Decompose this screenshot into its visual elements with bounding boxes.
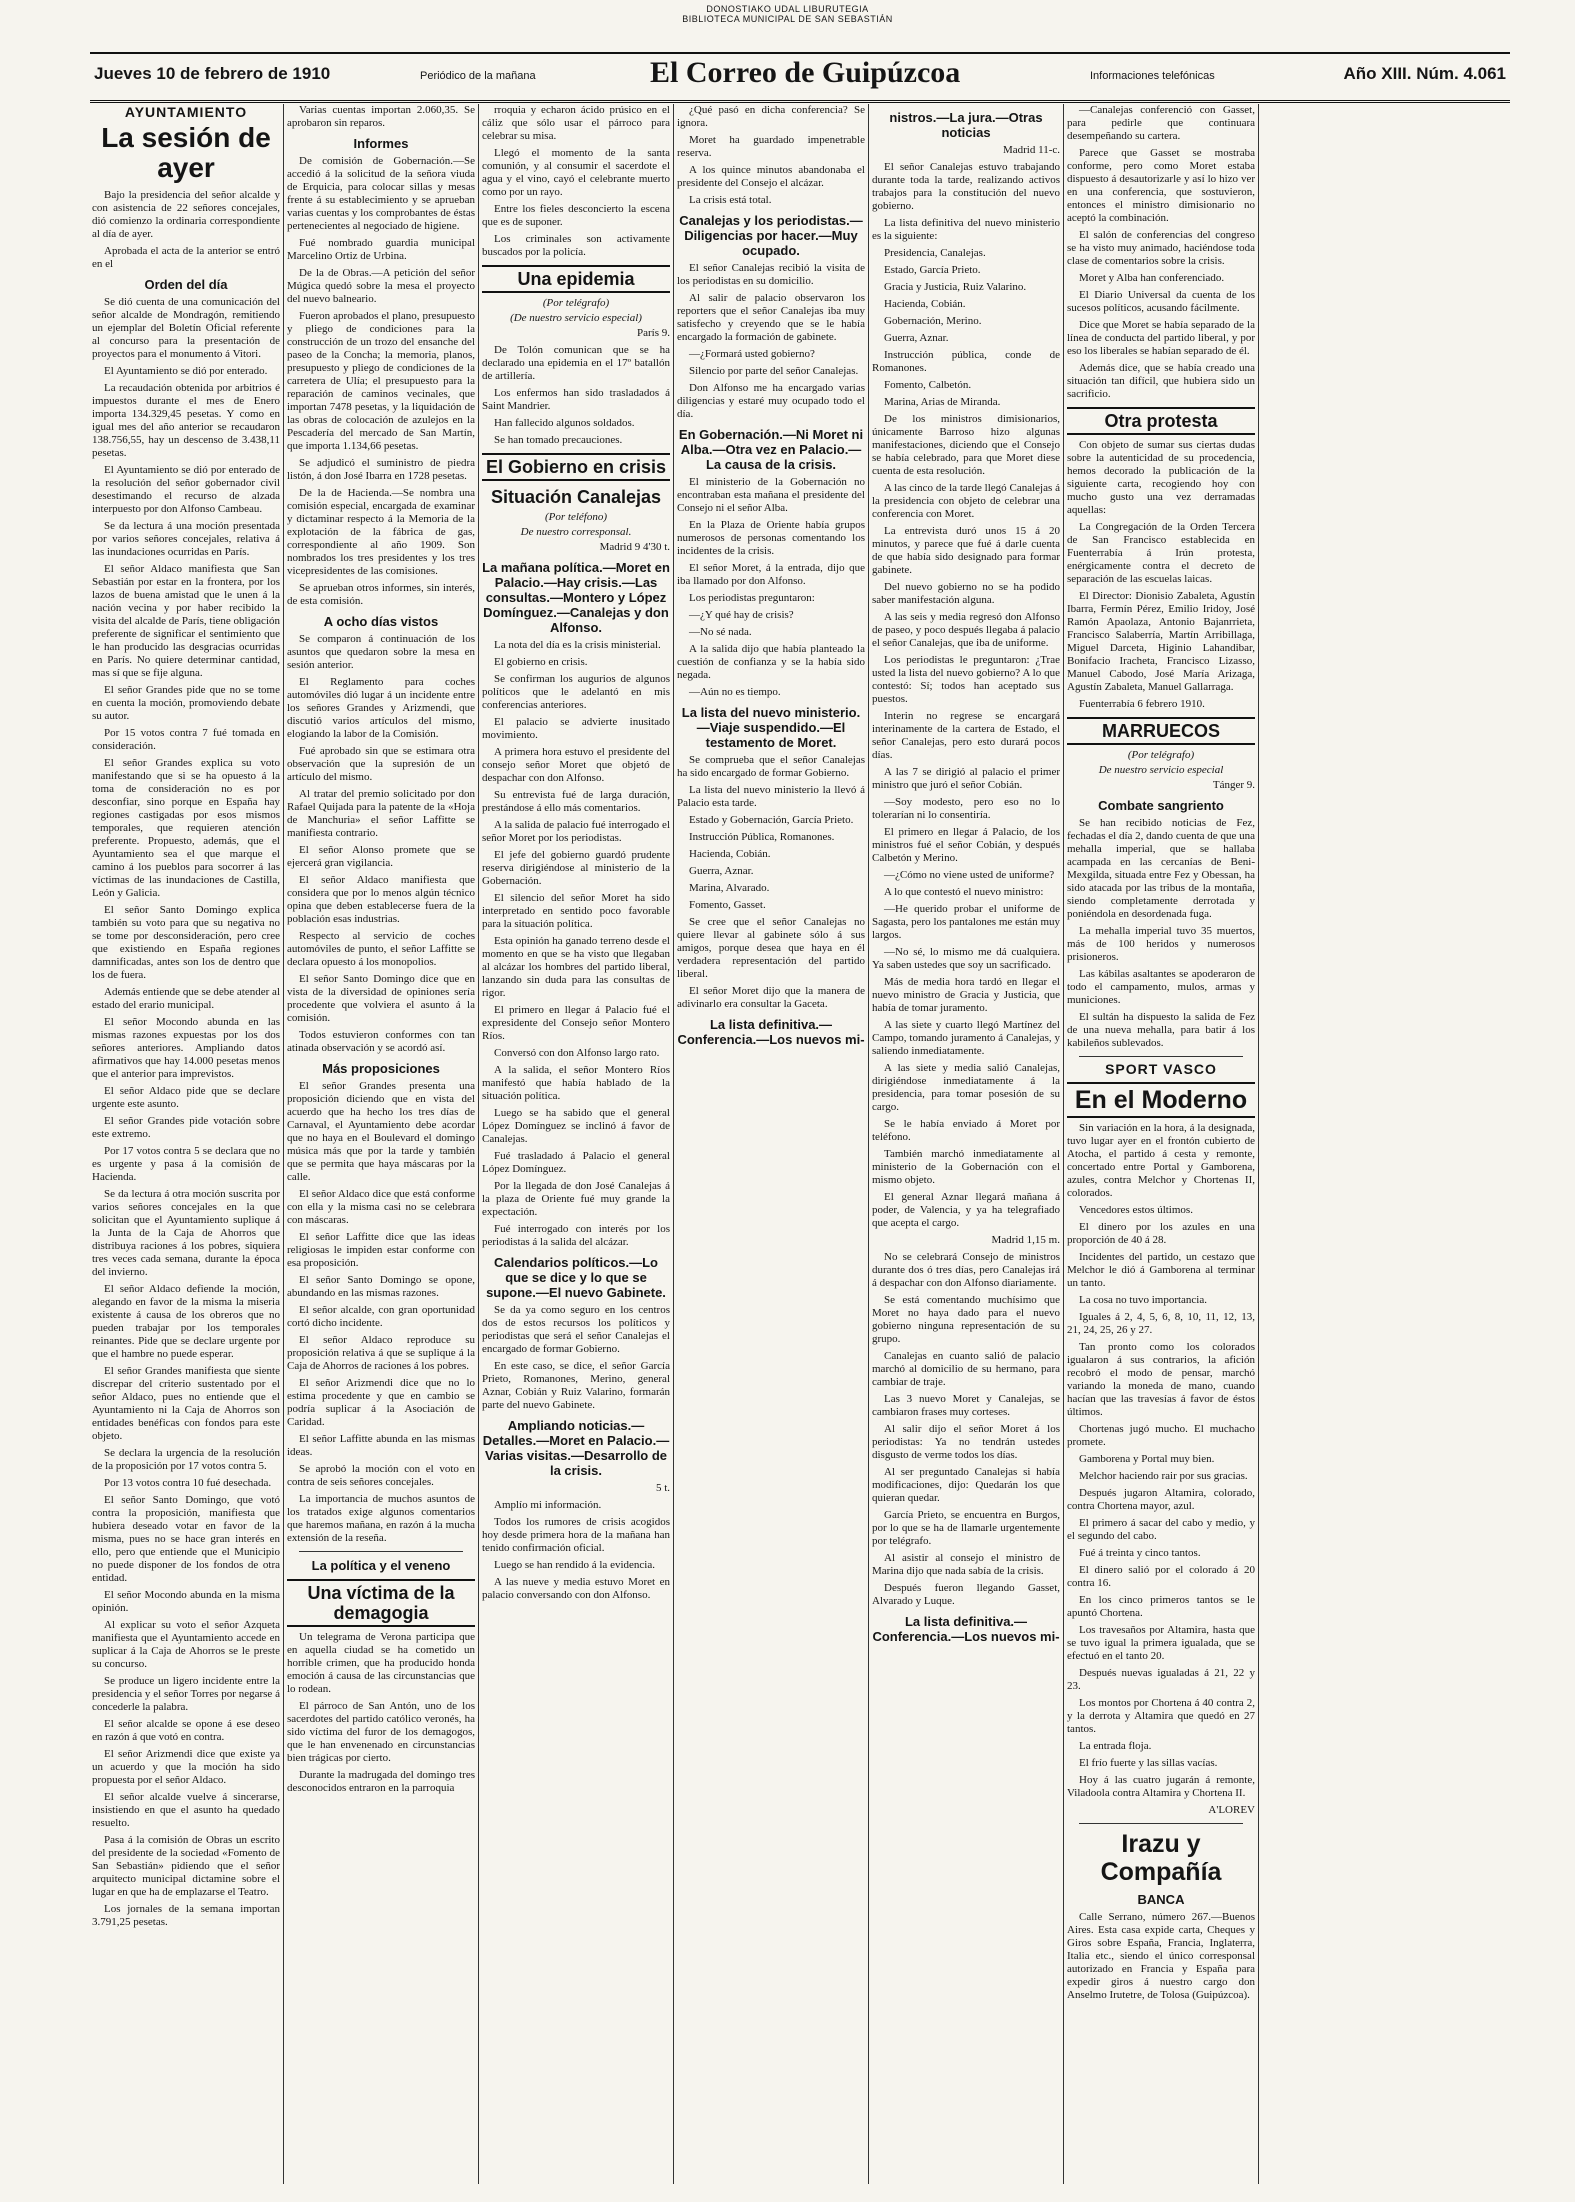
divider xyxy=(1079,1056,1243,1057)
paragraph: Se está comentando muchísimo que Moret no haya dado para el nuevo gobierno ninguna representación de su grupo. xyxy=(872,1294,1060,1345)
paragraph: Más de media hora tardó en llegar el nuevo ministro de Gracia y Justicia, que había de tomar juramento. xyxy=(872,976,1060,1014)
archive-stamp-line1: DONOSTIAKO UDAL LIBURUTEGIA xyxy=(706,4,869,14)
paragraph: El gobierno en crisis. xyxy=(494,656,588,668)
dateline: París 9. xyxy=(637,327,670,339)
paragraph: Fomento, Calbetón. xyxy=(884,379,972,391)
headline: Situación Canalejas xyxy=(490,487,662,507)
paragraph: La lista del nuevo ministerio la llevó á Palacio esta tarde. xyxy=(677,784,865,809)
paragraph: El señor Moret, á la entrada, dijo que iba llamado por don Alfonso. xyxy=(677,562,865,587)
dateline: Madrid 11-c. xyxy=(1002,144,1060,156)
paragraph: ¿Qué pasó en dicha conferencia? Se ignora. xyxy=(677,104,865,129)
paragraph: Además dice, que se había creado una situación tan difícil, que hubiera sido un sacrificio. xyxy=(1067,362,1255,400)
paragraph: Los enfermos han sido trasladados á Saint Mandrier. xyxy=(482,387,670,412)
paragraph: Respecto al servicio de coches automóviles de punto, el señor Laffitte se declara opuesto á los monopolios. xyxy=(287,930,475,968)
paragraph: En los cinco primeros tantos se le apuntó Chortena. xyxy=(1067,1594,1255,1619)
paragraph: —Canalejas conferenció con Gasset, para pedirle que continuara desempeñando su cartera. xyxy=(1067,104,1255,142)
paragraph: Fué nombrado guardia municipal Marcelino Ortiz de Urbina. xyxy=(287,237,475,262)
paragraph: Marina, Alvarado. xyxy=(689,882,770,894)
paragraph: Fomento, Gasset. xyxy=(689,899,766,911)
paragraph: Iguales á 2, 4, 5, 6, 8, 10, 11, 12, 13, 21, 24, 25, 26 y 27. xyxy=(1067,1311,1255,1336)
paragraph: Bajo la presidencia del señor alcalde y con asistencia de 22 señores concejales, dió comienzo la ordinaria correspondiente al día de ayer. xyxy=(92,189,280,240)
archive-stamp-line2: BIBLIOTECA MUNICIPAL DE SAN SEBASTIÁN xyxy=(682,14,893,24)
subheading: La lista del nuevo ministerio.—Viaje suspendido.—El testamento de Moret. xyxy=(681,705,861,750)
paragraph: Todos los rumores de crisis acogidos hoy desde primera hora de la mañana han tenido confirmación oficial. xyxy=(482,1516,670,1554)
paragraph: Se le había enviado á Moret por teléfono. xyxy=(872,1118,1060,1143)
paragraph: El señor alcalde se opone á ese deseo en razón á que votó en contra. xyxy=(92,1718,280,1743)
paragraph: Fué aprobado sin que se estimara otra observación que la supresión de un artículo del mismo. xyxy=(287,745,475,783)
paragraph: De los ministros dimisionarios, únicamente Barroso hizo algunas manifestaciones, diciendo que el Consejo se había celebrado, para que Moret diese cuenta de esta resolución. xyxy=(872,413,1060,477)
paragraph: Dice que Moret se había separado de la línea de conducta del partido liberal, y por eso los liberales se habían separado de él. xyxy=(1067,319,1255,357)
paragraph: Estado y Gobernación, García Prieto. xyxy=(689,814,854,826)
paragraph: El señor Canalejas estuvo trabajando durante toda la tarde, realizando activos trabajos para la constitución del nuevo gobierno. xyxy=(872,161,1060,212)
paragraph: La crisis está total. xyxy=(689,194,772,206)
paragraph: Se aprobó la moción con el voto en contra de seis señores concejales. xyxy=(287,1463,475,1488)
paragraph: Del nuevo gobierno no se ha podido saber manifestación alguna. xyxy=(872,581,1060,606)
paragraph: El señor Aldaco manifiesta que San Sebastián por estar en la frontera, por los lazos de buena amistad que le unen á la nación vecina y por haber recibido la visita del alcalde de París, tiene obligación preferente de significar el sentimiento que le han producido las desgracias ocurridas en París. No quiere determinar cantidad, mas sí que se fije alguna. xyxy=(92,563,280,679)
paragraph: El señor Grandes pide que no se tome en cuenta la moción, promoviendo debate su autor. xyxy=(92,684,280,722)
paragraph: —He querido probar el uniforme de Sagasta, pero los pantalones me están muy largos. xyxy=(872,903,1060,941)
paragraph: García Prieto, se encuentra en Burgos, por lo que se ha de llamarle urgentemente por telégrafo. xyxy=(872,1509,1060,1547)
column-rule xyxy=(868,104,869,2184)
paragraph: A las cinco de la tarde llegó Canalejas á la presidencia con objeto de celebrar una conferencia con Moret. xyxy=(872,482,1060,520)
paragraph: Se da ya como seguro en los centros dos de estos recursos los políticos y periodistas que será el señor Canalejas el encargado de formar Gobierno. xyxy=(482,1304,670,1355)
paragraph: El primero en llegar á Palacio, de los ministros fué el señor Cobián, y después Calbetón y Merino. xyxy=(872,826,1060,864)
section-title: La política y el veneno xyxy=(311,1558,451,1573)
paragraph: Gracia y Justicia, Ruiz Valarino. xyxy=(884,281,1027,293)
paragraph: A la salida dijo que había planteado la cuestión de confianza y se la había sido negada. xyxy=(677,643,865,681)
paragraph: El primero en llegar á Palacio fué el expresidente del Consejo señor Montero Ríos. xyxy=(482,1004,670,1042)
signature: A'LOREV xyxy=(1208,1804,1255,1816)
masthead-title: El Correo de Guipúzcoa xyxy=(650,56,961,89)
paragraph: Al salir de palacio observaron los reporters que el señor Canalejas iba muy satisfecho y creyendo que se le había encargado la formación de gabinete. xyxy=(677,292,865,343)
masthead-info: Informaciones telefónicas xyxy=(1090,70,1215,82)
masthead-issue-number: Año XIII. Núm. 4.061 xyxy=(1343,64,1506,83)
paragraph: Después fueron llegando Gasset, Alvarado y Luque. xyxy=(872,1582,1060,1607)
paragraph: Gamborena y Portal muy bien. xyxy=(1079,1453,1215,1465)
subtitle: De nuestro servicio especial xyxy=(1098,764,1224,776)
paragraph: Fué á treinta y cinco tantos. xyxy=(1079,1547,1201,1559)
headline: Otra protesta xyxy=(1067,407,1255,435)
paragraph: La recaudación obtenida por arbitrios é impuestos durante el mes de Enero importa 134.329,45 pesetas. Y como en igual mes del año anterior se recaudaron 138.756,55, hay un descenso de 3.438,11 pesetas. xyxy=(92,382,280,459)
paragraph: El señor Alonso promete que se ejercerá gran vigilancia. xyxy=(287,844,475,869)
subheading: nistros.—La jura.—Otras noticias xyxy=(889,110,1043,140)
dateline: Tánger 9. xyxy=(1212,779,1255,791)
paragraph: El señor Laffitte dice que las ideas religiosas le impiden estar conforme con esa proposición. xyxy=(287,1231,475,1269)
column-rule xyxy=(283,104,284,2184)
headline: Una víctima de la demagogia xyxy=(287,1579,475,1627)
paragraph: rroquia y echaron ácido prúsico en el cáliz que sólo usar el párroco para celebrar su misa. xyxy=(482,104,670,142)
paragraph: —Aún no es tiempo. xyxy=(689,686,781,698)
paragraph: Se produce un ligero incidente entre la presidencia y el señor Torres por negarse á concederle la palabra. xyxy=(92,1675,280,1713)
paragraph: El dinero por los azules en una proporción de 40 á 28. xyxy=(1067,1221,1255,1246)
paragraph: Se comparon á continuación de los asuntos que quedaron sobre la mesa en sesión anterior. xyxy=(287,633,475,671)
paragraph: El señor Aldaco reproduce su proposición relativa á que se suplique á la Caja de Ahorros de raciones á los pobres. xyxy=(287,1334,475,1372)
subtitle: (Por telégrafo) xyxy=(1127,749,1195,761)
paragraph: El Ayuntamiento se dió por enterado. xyxy=(104,365,268,377)
paragraph: Los jornales de la semana importan 3.791,25 pesetas. xyxy=(92,1903,280,1928)
subheading: Informes xyxy=(353,136,409,151)
divider xyxy=(1079,1823,1243,1824)
paragraph: El ministerio de la Gobernación no encontraban esta mañana el presidente del Consejo ni el señor Alba. xyxy=(677,476,865,514)
masthead-date: Jueves 10 de febrero de 1910 xyxy=(94,64,331,83)
paragraph: Se dió cuenta de una comunicación del señor alcalde de Mondragón, remitiendo un ejemplar del Boletín Oficial referente al concurso para la presentación de proyectos para el monumento á Vitori. xyxy=(92,296,280,360)
column-2 xyxy=(287,104,475,2184)
paragraph: Además entiende que se debe atender al estado del erario municipal. xyxy=(92,986,280,1011)
paragraph: Se aprueban otros informes, sin interés, de esta comisión. xyxy=(287,582,475,607)
paragraph: El sultán ha dispuesto la salida de Fez de una nueva mehalla, para batir á los kabileños sublevados. xyxy=(1067,1011,1255,1049)
paragraph: El dinero salió por el colorado á 20 contra 16. xyxy=(1067,1564,1255,1589)
paragraph: Incidentes del partido, un cestazo que Melchor le dió á Gamborena al terminar un tanto. xyxy=(1067,1251,1255,1289)
paragraph: A la salida, el señor Montero Ríos manifestó que había hablado de la situación política. xyxy=(482,1064,670,1102)
headline: MARRUECOS xyxy=(1067,717,1255,745)
paragraph: Las 3 nuevo Moret y Canalejas, se cambiaron frases muy corteses. xyxy=(872,1393,1060,1418)
paragraph: Los periodistas le preguntaron: ¿Trae usted la lista del nuevo gobierno? A lo que contestó: Sí; todos han aceptado sus puestos. xyxy=(872,654,1060,705)
paragraph: Hacienda, Cobián. xyxy=(884,298,966,310)
paragraph: La entrevista duró unos 15 á 20 minutos, y parece que fué á darle cuenta de que había sido designado para formar gabinete. xyxy=(872,525,1060,576)
column-3 xyxy=(482,104,670,2184)
paragraph: El señor Grandes presenta una proposición diciendo que en vista del acuerdo que ha hecho los tres días de Carnaval, el Ayuntamiento debe acordar que no haya en el Boulevard el domingo música más que por la tarde y también que se permita que haya máscaras por la calle. xyxy=(287,1080,475,1183)
paragraph: La mehalla imperial tuvo 35 muertos, más de 100 heridos y numerosos prisioneros. xyxy=(1067,925,1255,963)
dateline: 5 t. xyxy=(655,1482,670,1494)
subheading: La mañana política.—Moret en Palacio.—Hay crisis.—Las consultas.—Montero y López Domínguez.—Canalejas y don Alfonso. xyxy=(482,560,670,635)
paragraph: Se confirman los augurios de algunos políticos que le adelantó en mis conferencias anteriores. xyxy=(482,673,670,711)
paragraph: A los quince minutos abandonaba el presidente del Consejo el alcázar. xyxy=(677,164,865,189)
paragraph: Luego se ha sabido que el general López Domínguez se inclinó á favor de Canalejas. xyxy=(482,1107,670,1145)
archive-stamp xyxy=(0,4,1575,24)
paragraph: Por 15 votos contra 7 fué tomada en consideración. xyxy=(92,727,280,752)
paragraph: El señor Arizmendi dice que existe ya un acuerdo y que la moción ha sido propuesta por el señor Aldaco. xyxy=(92,1748,280,1786)
paragraph: Conversó con don Alfonso largo rato. xyxy=(494,1047,660,1059)
paragraph: La entrada floja. xyxy=(1079,1740,1152,1752)
paragraph: El jefe del gobierno guardó prudente reserva dirigiéndose al ministerio de la Gobernación. xyxy=(482,849,670,887)
paragraph: De comisión de Gobernación.—Se accedió á la solicitud de la señora viuda de Erquicia, para colocar sillas y mesas frente á su establecimiento y se aprueban varias cuentas y los comprobantes de éstas pertenecientes al negociado de higiene. xyxy=(287,155,475,232)
subtitle: De nuestro corresponsal. xyxy=(520,526,632,538)
paragraph: Se han recibido noticias de Fez, fechadas el día 2, dando cuenta de que una mehalla imperial, que se hallaba acampada en las cercanías de Beni-Mexgilda, situada entre Fez y Obessan, ha sido atacada por las tribus de la montaña, siendo completamente derrotada y poniéndola en desordenada fuga. xyxy=(1067,817,1255,920)
paragraph: El señor alcalde vuelve á sincerarse, insistiendo en que el asunto ha quedado resuelto. xyxy=(92,1791,280,1829)
column-rule xyxy=(673,104,674,2184)
paragraph: En la Plaza de Oriente había grupos numerosos de personas comentando los incidentes de la crisis. xyxy=(677,519,865,557)
paragraph: El señor Aldaco dice que está conforme con ella y la misma casi no se celebrara con máscaras. xyxy=(287,1188,475,1226)
advertisement-subtitle: BANCA xyxy=(1137,1892,1185,1907)
paragraph: El señor Moret dijo que la manera de adivinarlo era consultar la Gaceta. xyxy=(677,985,865,1010)
paragraph: El señor Grandes explica su voto manifestando que si se ha opuesto á la toma de consideración no es por desconfiar, sino porque en España hay regiones castigadas por esos mismos temporales, que requieren atención preferente. Propuesto, además, que el Ayuntamiento sea el que marque el camino á los pueblos para socorrer á las víctimas de las inundaciones de Castilla, León y Galicia. xyxy=(92,757,280,899)
section-title: SPORT VASCO xyxy=(1105,1061,1217,1077)
advertisement-text: Calle Serrano, número 267.—Buenos Aires. Esta casa expide carta, Cheques y Giros sobre España, Francia, Inglaterra, Italia etc., siendo el único corresponsal autorizado en Francia y España para expedir giros á nuestro cargo don Anselmo Irutetre, de Tolosa (Guipúzcoa). xyxy=(1067,1911,1255,2001)
subtitle: (Por teléfono) xyxy=(544,511,607,523)
paragraph: Los criminales son activamente buscados por la policía. xyxy=(482,233,670,258)
paragraph: Por 17 votos contra 5 se declara que no es urgente y pasa á la comisión de Hacienda. xyxy=(92,1145,280,1183)
paragraph: Instrucción Pública, Romanones. xyxy=(689,831,835,843)
paragraph: A la salida de palacio fué interrogado el señor Moret por los periodistas. xyxy=(482,819,670,844)
paragraph: El Diario Universal da cuenta de los sucesos políticos, acusando fácilmente. xyxy=(1067,289,1255,314)
paragraph: Luego se han rendido á la evidencia. xyxy=(494,1559,655,1571)
paragraph: También marchó inmediatamente al ministerio de la Gobernación con el mismo objeto. xyxy=(872,1148,1060,1186)
paragraph: Todos estuvieron conformes con tan atinada observación y se acordó así. xyxy=(287,1029,475,1054)
paragraph: En este caso, se dice, el señor García Prieto, Romanones, Merino, general Aznar, Cobián y Ruiz Valarino, formarán parte del nuevo Gabinete. xyxy=(482,1360,670,1411)
paragraph: Al tratar del premio solicitado por don Rafael Quijada para la patente de la «Hoja de Manchuria» el señor Laffitte se manifiesta contrario. xyxy=(287,788,475,839)
paragraph: Se comprueba que el señor Canalejas ha sido encargado de formar Gobierno. xyxy=(677,754,865,779)
paragraph: Al salir dijo el señor Moret á los periodistas: Ya no tendrán ustedes disgusto de verme todos los días. xyxy=(872,1423,1060,1461)
subheading: La lista definitiva.—Conferencia.—Los nuevos mi- xyxy=(872,1614,1060,1644)
paragraph: —No sé, lo mismo me dá cualquiera. Ya saben ustedes que soy un sacrificado. xyxy=(872,946,1060,971)
paragraph: El señor Aldaco pide que se declare urgente este asunto. xyxy=(92,1085,280,1110)
paragraph: El señor Grandes pide votación sobre este extremo. xyxy=(92,1115,280,1140)
paragraph: El señor Aldaco manifiesta que considera que por lo menos algún técnico opina que deben establecerse fuera de la población esas industrias. xyxy=(287,874,475,925)
paragraph: El señor Mocondo abunda en las mismas razones expuestas por los dos señores anteriores. Ampliando datos afirmativos que hay 14.000 pesetas menos que el anterior para imprevistos. xyxy=(92,1016,280,1080)
paragraph: Fuenterrabía 6 febrero 1910. xyxy=(1079,698,1205,710)
paragraph: El salón de conferencias del congreso se ha visto muy animado, haciéndose toda clase de comentarios sobre la crisis. xyxy=(1067,229,1255,267)
subheading: En Gobernación.—Ni Moret ni Alba.—Otra vez en Palacio.—La causa de la crisis. xyxy=(678,427,864,472)
paragraph: Marina, Arias de Miranda. xyxy=(884,396,1001,408)
paragraph: Canalejas en cuanto salió de palacio marchó al domicilio de su hermano, para cambiar de traje. xyxy=(872,1350,1060,1388)
paragraph: Después jugaron Altamira, colorado, contra Chortena mayor, azul. xyxy=(1067,1487,1255,1512)
paragraph: —Soy modesto, pero eso no lo tolerarían ni lo consentiría. xyxy=(872,796,1060,821)
paragraph: El señor Arizmendi dice que no lo estima procedente y que en cambio se podría suplicar á la Asociación de Caridad. xyxy=(287,1377,475,1428)
paragraph: El señor Aldaco defiende la moción, alegando en favor de la misma la miseria existente á causa de los obreros que no pueden trabajar por los temporales reinantes. Pide que se declare urgente por que el hambre no puede esperar. xyxy=(92,1283,280,1360)
paragraph: Por la llegada de don José Canalejas á la plaza de Oriente fué muy grande la expectación. xyxy=(482,1180,670,1218)
paragraph: A lo que contestó el nuevo ministro: xyxy=(884,886,1044,898)
paragraph: El señor Santo Domingo dice que en vista de la diversidad de opiniones sería procedente que volviera el asunto á la comisión. xyxy=(287,973,475,1024)
paragraph: Con objeto de sumar sus ciertas dudas sobre la autenticidad de su procedencia, hemos decorado la publicación de la siguiente carta, recogiendo hoy con mucho gusto una vez derramadas aquellas: xyxy=(1067,439,1255,516)
section-title: AYUNTAMIENTO xyxy=(124,104,248,120)
paragraph: La Congregación de la Orden Tercera de San Francisco establecida en Fuenterrabía á Irún protesta, enérgicamente contra el decreto de separación de las escuelas laicas. xyxy=(1067,521,1255,585)
paragraph: Al explicar su voto el señor Azqueta manifiesta que el Ayuntamiento accede en suplicar á la Caja de Ahorros se le preste su concurso. xyxy=(92,1619,280,1670)
paragraph: El Reglamento para coches automóviles dió lugar á un incidente entre los señores Grandes y Arizmendi, que discutió varios artículos del mismo, elogiando la labor de la Comisión. xyxy=(287,676,475,740)
subheading: Más proposiciones xyxy=(322,1061,440,1076)
paragraph: El señor Santo Domingo, que votó contra la proposición, manifiesta que hubiera deseado votar en favor de la misma, pues no se hace gran interés en ello, pero que entiende que el Municipio no puede disponer de los fondos de otra entidad. xyxy=(92,1494,280,1584)
subtitle: (Por telégrafo) xyxy=(542,297,610,309)
paragraph: La nota del día es la crisis ministerial. xyxy=(494,639,661,651)
masthead-subtitle: Periódico de la mañana xyxy=(420,70,536,82)
subtitle: (De nuestro servicio especial) xyxy=(510,312,642,324)
paragraph: Esta opinión ha ganado terreno desde el momento en que se ha visto que llegaban al alcázar los hombres del partido liberal, lanzando sin duda para las consultas de rigor. xyxy=(482,935,670,999)
paragraph: Tan pronto como los colorados igualaron á sus contrarios, la afición recobró el modo de pensar, marchó variando la moneda de mano, cuando hacían que las travesías á favor de éstos últimos. xyxy=(1067,1341,1255,1418)
headline: La sesión de ayer xyxy=(101,122,271,183)
paragraph: Varias cuentas importan 2.060,35. Se aprobaron sin reparos. xyxy=(287,104,475,129)
paragraph: Vencedores estos últimos. xyxy=(1079,1204,1193,1216)
paragraph: Se adjudicó el suministro de piedra listón, á don José Ibarra en 1728 pesetas. xyxy=(287,457,475,482)
column-5 xyxy=(872,104,1060,2184)
paragraph: Instrucción pública, conde de Romanones. xyxy=(872,349,1060,374)
paragraph: —¿Formará usted gobierno? xyxy=(689,348,815,360)
paragraph: El señor Santo Domingo se opone, abundando en las mismas razones. xyxy=(287,1274,475,1299)
paragraph: Los travesaños por Altamira, hasta que se tuvo igual la primera igualada, que se efectuó en el tanto 20. xyxy=(1067,1624,1255,1662)
paragraph: Un telegrama de Verona participa que en aquella ciudad se ha cometido un horrible crimen, que ha producido honda emoción á causa de las circunstancias que lo rodean. xyxy=(287,1631,475,1695)
paragraph: A las nueve y media estuvo Moret en palacio conversando con don Alfonso. xyxy=(482,1576,670,1601)
paragraph: El Director: Dionisio Zabaleta, Agustín Ibarra, Fermín Pérez, Emilio Iridoy, José Ramón Apaolaza, Antonio Bajanrrieta, Francisco Salaberría, Martín Arribillaga, Miguel Darceta, Higinio Lahandibar, Bonifacio Iracheta, Francisco Lizasso, Manuel Cabodo, José María Arizaga, Agustín Zabaleta, Manuel Gallarraga. xyxy=(1067,590,1255,693)
subheading: La lista definitiva.—Conferencia.—Los nuevos mi- xyxy=(677,1017,865,1047)
paragraph: Silencio por parte del señor Canalejas. xyxy=(689,365,859,377)
paragraph: Llegó el momento de la santa comunión, y al consumir el sacerdote el agua y el vino, cayó el celebrante muerto como por un rayo. xyxy=(482,147,670,198)
paragraph: Aprobada el acta de la anterior se entró en el xyxy=(92,245,280,270)
paragraph: Guerra, Aznar. xyxy=(689,865,754,877)
paragraph: Moret ha guardado impenetrable reserva. xyxy=(677,134,865,159)
paragraph: Su entrevista fué de larga duración, prestándose á ello más comentarios. xyxy=(482,789,670,814)
paragraph: A primera hora estuvo el presidente del consejo señor Moret que objetó de despachar con don Alfonso. xyxy=(482,746,670,784)
advertisement-title: Irazu y Compañía xyxy=(1100,1830,1222,1886)
paragraph: Fué trasladado á Palacio el general López Domínguez. xyxy=(482,1150,670,1175)
paragraph: El señor Laffitte abunda en las mismas ideas. xyxy=(287,1433,475,1458)
paragraph: A las 7 se dirigió al palacio el primer ministro que juró el señor Cobián. xyxy=(872,766,1060,791)
column-rule xyxy=(478,104,479,2184)
paragraph: Han fallecido algunos soldados. xyxy=(494,417,635,429)
subheading: Combate sangriento xyxy=(1098,798,1224,813)
paragraph: Al asistir al consejo el ministro de Marina dijo que nada sabía de la crisis. xyxy=(872,1552,1060,1577)
paragraph: Interin no regrese se encargará interinamente de la cartera de Estado, el señor Canalejas, pero esto durará pocos días. xyxy=(872,710,1060,761)
paragraph: La importancia de muchos asuntos de los tratados exige algunos comentarios que haremos mañana, en razón á la mucha extensión de la reseña. xyxy=(287,1493,475,1544)
subheading: Calendarios políticos.—Lo que se dice y lo que se supone.—El nuevo Gabinete. xyxy=(486,1255,666,1300)
paragraph: Los montos por Chortena á 40 contra 2, y la derrota y Altamira que quedó en 27 tantos. xyxy=(1067,1697,1255,1735)
paragraph: Presidencia, Canalejas. xyxy=(884,247,986,259)
paragraph: Se cree que el señor Canalejas no quiere llevar al gabinete sólo á sus amigos, porque desea que haya en él verdadera representación del partido liberal. xyxy=(677,916,865,980)
column-4 xyxy=(677,104,865,2184)
paragraph: Estado, García Prieto. xyxy=(884,264,981,276)
paragraph: Fueron aprobados el plano, presupuesto y pliego de condiciones para la construcción de un trozo del ensanche del paseo de la Concha; la memoria, planos, presupuesto y pliego de condiciones de la carretera de Ulía; el presupuesto para la reparación de caminos vecinales, que importan 7478 pesetas, y la liquidación de las obras de colocación de azulejos en la Pescadería del mercado de San Martín, que importa 1.134,66 pesetas. xyxy=(287,310,475,452)
paragraph: Guerra, Aznar. xyxy=(884,332,949,344)
column-rule xyxy=(1063,104,1064,2184)
paragraph: A las seis y media regresó don Alfonso de paseo, y poco después llegaba á palacio el señor Canalejas, que iba de uniforme. xyxy=(872,611,1060,649)
paragraph: El primero á sacar del cabo y medio, y el segundo del cabo. xyxy=(1067,1517,1255,1542)
paragraph: El palacio se advierte inusitado movimiento. xyxy=(482,716,670,741)
paragraph: Don Alfonso me ha encargado varias diligencias y estaré muy ocupado todo el día. xyxy=(677,382,865,420)
paragraph: El silencio del señor Moret ha sido interpretado en sentido poco favorable para la situación política. xyxy=(482,892,670,930)
subheading: A ocho días vistos xyxy=(323,614,439,629)
paragraph: El señor Canalejas recibió la visita de los periodistas en su domicilio. xyxy=(677,262,865,287)
paragraph: Los periodistas preguntaron: xyxy=(689,592,815,604)
paragraph: Sin variación en la hora, á la designada, tuvo lugar ayer en el frontón cubierto de Atocha, el partido á cesta y remonte, concertado entre Portal y Gamborena, azules, contra Melchor y Chortenas II, colorados. xyxy=(1067,1122,1255,1199)
subheading: Canalejas y los periodistas.—Diligencias por hacer.—Muy ocupado. xyxy=(679,213,863,258)
paragraph: El frío fuerte y las sillas vacías. xyxy=(1079,1757,1218,1769)
headline: Una epidemia xyxy=(482,265,670,293)
headline: En el Moderno xyxy=(1067,1082,1255,1118)
paragraph: El señor alcalde, con gran oportunidad cortó dicho incidente. xyxy=(287,1304,475,1329)
paragraph: No se celebrará Consejo de ministros durante dos ó tres días, pero Canalejas irá á despachar con don Alfonso diariamente. xyxy=(872,1251,1060,1289)
paragraph: Hacienda, Cobián. xyxy=(689,848,771,860)
paragraph: El señor Mocondo abunda en la misma opinión. xyxy=(92,1589,280,1614)
paragraph: Amplío mi información. xyxy=(494,1499,602,1511)
divider xyxy=(299,1551,463,1552)
paragraph: A las siete y cuarto llegó Martínez del Campo, tomando juramento á Canalejas, y saliendo inmediatamente. xyxy=(872,1019,1060,1057)
paragraph: Parece que Gasset se mostraba conforme, pero como Moret estaba dispuesto á desautorizarle y así lo hizo ver en una conferencia, que sostuvieron, entonces el ministro dimisionario no aceptó la combinación. xyxy=(1067,147,1255,224)
paragraph: Entre los fieles desconcierto la escena que es de suponer. xyxy=(482,203,670,228)
column-1 xyxy=(92,104,280,2184)
masthead xyxy=(90,52,1510,103)
paragraph: —¿Y qué hay de crisis? xyxy=(689,609,794,621)
paragraph: El general Aznar llegará mañana á poder, de Valencia, y ya ha telegrafiado que acepta el cargo. xyxy=(872,1191,1060,1229)
paragraph: Se da lectura á una moción presentada por varios señores concejales, relativa á las inundaciones ocurridas en París. xyxy=(92,520,280,558)
paragraph: Melchor haciendo rair por sus gracias. xyxy=(1079,1470,1248,1482)
column-rule xyxy=(1258,104,1259,2184)
subheading: Orden del día xyxy=(144,277,228,292)
paragraph: Gobernación, Merino. xyxy=(884,315,982,327)
paragraph: Hoy á las cuatro jugarán á remonte, Viladoola contra Altamira y Chortena II. xyxy=(1067,1774,1255,1799)
paragraph: Fué interrogado con interés por los periodistas á la salida del alcázar. xyxy=(482,1223,670,1248)
paragraph: De Tolón comunican que se ha declarado una epidemia en el 17º batallón de artillería. xyxy=(482,344,670,382)
paragraph: Se han tomado precauciones. xyxy=(494,434,623,446)
paragraph: El señor Santo Domingo explica también su voto para que su negativa no se tome por desconsideración, pero cree que existiendo en España regiones damnificadas, antes son los de dentro que los de fuera. xyxy=(92,904,280,981)
paragraph: Por 13 votos contra 10 fué desechada. xyxy=(104,1477,272,1489)
paragraph: Se da lectura á otra moción suscrita por varios señores concejales en la que solicitan que el Ayuntamiento suplique á la Junta de la Caja de Ahorros que distribuya raciones á los pobres, siquiera tres veces cada semana, durante la época del invierno. xyxy=(92,1188,280,1278)
paragraph: El señor Grandes manifiesta que siente discrepar del criterio sustentado por el señor Aldaco, pues no entiende que el Ayuntamiento ni la Caja de Ahorros son entidades benéficas con fondos para este objeto. xyxy=(92,1365,280,1442)
paragraph: Se declara la urgencia de la resolución de la proposición por 17 votos contra 5. xyxy=(92,1447,280,1472)
paragraph: A las siete y media salió Canalejas, dirigiéndose inmediatamente á la presidencia, para tomar posesión de su cargo. xyxy=(872,1062,1060,1113)
paragraph: Las kábilas asaltantes se apoderaron de todo el campamento, mulos, armas y municiones. xyxy=(1067,968,1255,1006)
paragraph: Moret y Alba han conferenciado. xyxy=(1079,272,1225,284)
dateline: Madrid 9 4'30 t. xyxy=(599,541,670,553)
column-6 xyxy=(1067,104,1255,2184)
paragraph: —¿Cómo no viene usted de uniforme? xyxy=(884,869,1055,881)
paragraph: El Ayuntamiento se dió por enterado de la resolución del señor gobernador civil desestimando el recurso de alzada interpuesto por don Alfonso Cambeau. xyxy=(92,464,280,515)
paragraph: Chortenas jugó mucho. El muchacho promete. xyxy=(1067,1423,1255,1448)
paragraph: De la de Hacienda.—Se nombra una comisión especial, encargada de examinar y dictaminar respecto á la Memoria de la explotación de la fábrica de gas, correspondiente al año 1909. Son nombrados los tres presidentes y los tres vicepresidentes de las comisiones. xyxy=(287,487,475,577)
dateline: Madrid 1,15 m. xyxy=(991,1234,1060,1246)
paragraph: Durante la madrugada del domingo tres desconocidos entraron en la parroquia xyxy=(287,1769,475,1794)
headline: El Gobierno en crisis xyxy=(482,453,670,481)
paragraph: De la de Obras.—A petición del señor Múgica quedó sobre la mesa el proyecto del nuevo balneario. xyxy=(287,267,475,305)
paragraph: La cosa no tuvo importancia. xyxy=(1079,1294,1207,1306)
paragraph: La lista definitiva del nuevo ministerio es la siguiente: xyxy=(872,217,1060,242)
subheading: Ampliando noticias.—Detalles.—Moret en Palacio.—Varias visitas.—Desarrollo de la crisis. xyxy=(482,1418,670,1478)
paragraph: Después nuevas igualadas á 21, 22 y 23. xyxy=(1067,1667,1255,1692)
paragraph: Pasa á la comisión de Obras un escrito del presidente de la sociedad «Fomento de San Sebastián» pidiendo que el señor arquitecto municipal dictamine sobre el lugar en que ha de emplazarse el Teatro. xyxy=(92,1834,280,1898)
paragraph: Al ser preguntado Canalejas si había modificaciones, dijo: Quedarán los que quieran quedar. xyxy=(872,1466,1060,1504)
paragraph: El párroco de San Antón, uno de los sacerdotes del partido católico veronés, ha sido víctima del furor de los demagogos, que le han envenenado en circunstancias bien trágicas por cierto. xyxy=(287,1700,475,1764)
paragraph: —No sé nada. xyxy=(689,626,752,638)
